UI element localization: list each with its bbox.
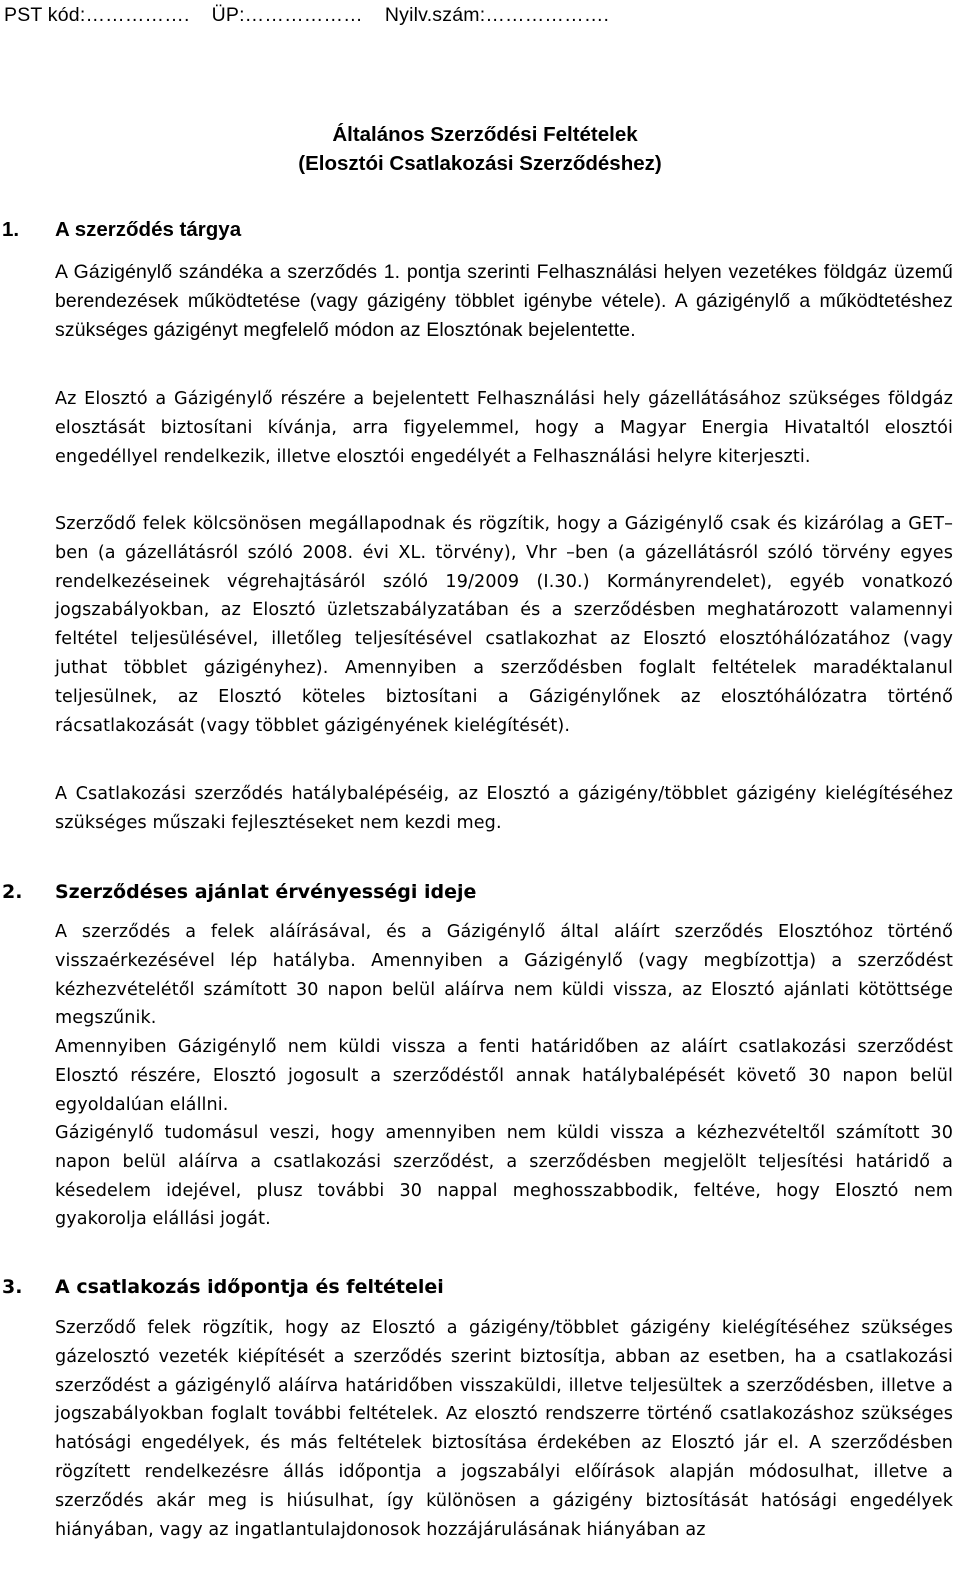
form-header — [4, 4, 609, 27]
section-number: 1. — [2, 218, 20, 241]
pst-code-field: PST kód:……………. — [4, 4, 190, 26]
section-2-paragraph-3: Gázigénylő tudomásul veszi, hogy amennyiben nem küldi vissza a kézhezvételtől számított 30 napon belül aláírva a csatlakozási szerződést, a szerződésben megjelölt teljesítési határidő a késedelem idejével, plusz további 30 nappal meghosszabbodik, feltéve, hogy Elosztó nem gyakorolja elállási jogát. — [55, 1123, 953, 1230]
document-subtitle: (Elosztói Csatlakozási Szerződéshez) — [298, 152, 662, 175]
section-1-paragraph-1: A Gázigénylő szándéka a szerződés 1. pontja szerinti Felhasználási helyen vezetékes földgáz üzemű berendezések működtetése (vagy gázigény többlet igénybe vétele). A gázigénylő a működtetéshez szükséges gázigényt megfelelő módon az Elosztónak bejelentette. — [55, 261, 953, 341]
section-title: A szerződés tárgya — [55, 218, 242, 241]
registration-number-field: Nyilv.szám:………………. — [384, 4, 610, 26]
section-title: A csatlakozás időpontja és feltételei — [55, 1276, 444, 1298]
section-1-paragraph-2: Az Elosztó a Gázigénylő részére a bejelentett Felhasználási hely gázellátásához szükséges földgáz elosztását biztosítani kívánja, arra figyelemmel, hogy a Magyar Energia Hivataltól elosztói engedéllyel rendelkezik, illetve elosztói engedélyét a Felhasználási helyre kiterjeszti. — [55, 389, 953, 467]
section-1-paragraph-4: A Csatlakozási szerződés hatálybalépéséig, az Elosztó a gázigény/többlet gázigény kielégítéséhez szükséges műszaki fejlesztéseket nem kezdi meg. — [55, 784, 953, 833]
section-2-paragraph-2: Amennyiben Gázigénylő nem küldi vissza a fenti határidőben az aláírt csatlakozási szerződést Elosztó részére, Elosztó jogosult a szerződéstől annak hatálybalépését követő 30 napon belül egyoldalúan elállni. — [55, 1037, 953, 1115]
document-title: Általános Szerződési Feltételek — [332, 123, 638, 146]
section-1-paragraph-3: Szerződő felek kölcsönösen megállapodnak és rögzítik, hogy a Gázigénylő csak és kizárólag a GET–ben (a gázellátásról szóló 2008. évi XL. törvény), Vhr –ben (a gázellátásról szóló törvény egyes rendelkezéseinek végrehajtásáról szóló 19/2009 (I.30.) Kormányrendelet), egyéb vonatkozó jogszabályokban, az Elosztó üzletszabályzatában és a szerződésben meghatározott valamennyi feltétel teljesülésével, illetőleg teljesítésével csatlakozhat az Elosztó elosztóhálózatához (vagy juthat többlet gázigényhez). Amennyiben a szerződésben foglalt feltételek maradéktalanul teljesülnek, az Elosztó köteles biztosítani a Gázigénylőnek az elosztóhálózatra történő rácsatlakozását (vagy többlet gázigényének kielégítését). — [55, 514, 953, 736]
section-2-paragraph-1: A szerződés a felek aláírásával, és a Gázigénylő által aláírt szerződés Elosztóhoz történő visszaérkezésével lép hatályba. Amennyiben a Gázigénylő (vagy megbízottja) a szerződést kézhezvételétől számított 30 napon belül aláírva nem küldi vissza, az Elosztó ajánlati kötöttsége megszűnik. — [55, 922, 953, 1029]
section-title: Szerződéses ajánlat érvényességi ideje — [55, 881, 477, 903]
section-number: 2. — [2, 881, 23, 903]
section-3-paragraph-1: Szerződő felek rögzítik, hogy az Elosztó a gázigény/többlet gázigény kielégítéséhez szükséges gázelosztó vezeték kiépítését a szerződés szerint biztosítja, abban az esetben, ha a csatlakozási szerződést a gázigénylő aláírva határidőben visszaküldi, illetve teljesültek a szerződésben, illetve a jogszabályokban foglalt további feltételek. Az elosztó rendszerre történő csatlakozáshoz szükséges hatósági engedélyek, és más feltételek biztosítása érdekében az Elosztó jár el. A szerződésben rögzített rendelkezésre állás időpontja a jogszabályi előírások alapján módosulhat, illetve a szerződés akár meg is hiúsulhat, így különösen a gázigény biztosítását hatósági engedélyek hiányában, vagy az ingatlantulajdonosok hozzájárulásának hiányában az — [55, 1318, 953, 1540]
section-number: 3. — [2, 1276, 23, 1298]
up-field: ÜP:……………… — [211, 4, 363, 26]
